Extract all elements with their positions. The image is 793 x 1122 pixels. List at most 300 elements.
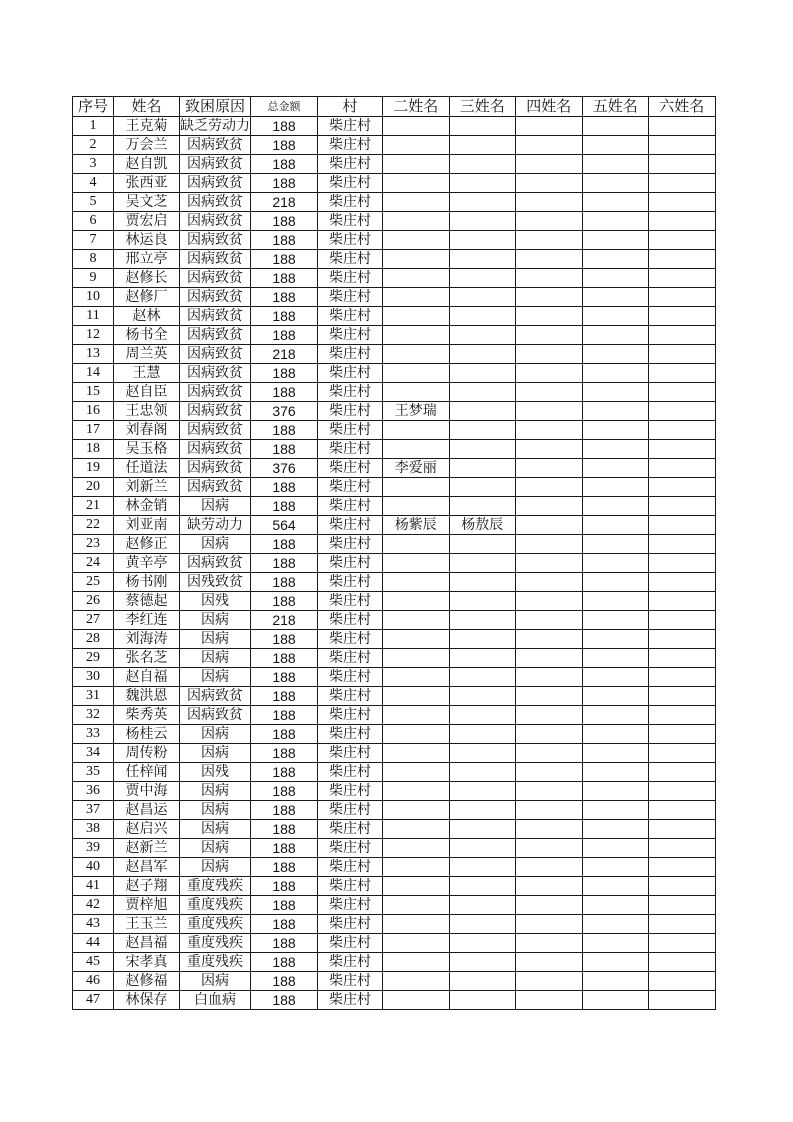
cell-name2 xyxy=(383,801,450,820)
table-row xyxy=(73,345,716,364)
table-row xyxy=(73,706,716,725)
cell-seq: 37 xyxy=(73,801,114,820)
cell-seq: 8 xyxy=(73,250,114,269)
cell-amount: 564 xyxy=(251,516,318,535)
cell-village: 柴庄村 xyxy=(318,440,383,459)
cell-amount: 218 xyxy=(251,611,318,630)
cell-reason: 缺劳动力 xyxy=(180,516,251,535)
cell-name6 xyxy=(649,991,716,1010)
cell-name4 xyxy=(516,801,583,820)
cell-name2 xyxy=(383,269,450,288)
cell-name6 xyxy=(649,212,716,231)
cell-name5 xyxy=(582,725,649,744)
cell-name5 xyxy=(582,250,649,269)
cell-name6 xyxy=(649,972,716,991)
cell-amount: 218 xyxy=(251,193,318,212)
cell-name3 xyxy=(449,763,516,782)
table-row xyxy=(73,592,716,611)
cell-name3 xyxy=(449,155,516,174)
cell-name2 xyxy=(383,383,450,402)
cell-name6 xyxy=(649,611,716,630)
cell-village: 柴庄村 xyxy=(318,858,383,877)
cell-seq: 6 xyxy=(73,212,114,231)
table-row xyxy=(73,953,716,972)
cell-name3 xyxy=(449,839,516,858)
cell-amount: 188 xyxy=(251,668,318,687)
cell-name5 xyxy=(582,839,649,858)
cell-name2 xyxy=(383,364,450,383)
cell-name3 xyxy=(449,307,516,326)
cell-name3 xyxy=(449,250,516,269)
cell-name2 xyxy=(383,573,450,592)
cell-name2 xyxy=(383,535,450,554)
cell-seq: 14 xyxy=(73,364,114,383)
table-row xyxy=(73,155,716,174)
cell-seq: 5 xyxy=(73,193,114,212)
cell-village: 柴庄村 xyxy=(318,554,383,573)
cell-name3 xyxy=(449,345,516,364)
cell-reason: 因病 xyxy=(180,801,251,820)
cell-name4 xyxy=(516,592,583,611)
cell-name: 万会兰 xyxy=(114,136,180,155)
cell-name4 xyxy=(516,820,583,839)
cell-name5 xyxy=(582,611,649,630)
cell-name2 xyxy=(383,174,450,193)
cell-reason: 因病致贫 xyxy=(180,402,251,421)
cell-reason: 因病致贫 xyxy=(180,478,251,497)
cell-name4 xyxy=(516,155,583,174)
cell-name6 xyxy=(649,801,716,820)
header-reason: 致困原因 xyxy=(180,97,251,117)
cell-name5 xyxy=(582,326,649,345)
cell-name3 xyxy=(449,630,516,649)
cell-name: 赵自凯 xyxy=(114,155,180,174)
cell-name5 xyxy=(582,858,649,877)
cell-name4 xyxy=(516,440,583,459)
table-row xyxy=(73,915,716,934)
cell-name2 xyxy=(383,307,450,326)
cell-name: 赵修厂 xyxy=(114,288,180,307)
cell-seq: 10 xyxy=(73,288,114,307)
cell-seq: 21 xyxy=(73,497,114,516)
cell-name: 周兰英 xyxy=(114,345,180,364)
cell-amount: 188 xyxy=(251,706,318,725)
cell-name6 xyxy=(649,877,716,896)
cell-name3 xyxy=(449,991,516,1010)
cell-name4 xyxy=(516,250,583,269)
cell-reason: 因病 xyxy=(180,820,251,839)
cell-name: 张名芝 xyxy=(114,649,180,668)
cell-name5 xyxy=(582,630,649,649)
cell-name3 xyxy=(449,858,516,877)
cell-name2 xyxy=(383,117,450,136)
cell-seq: 41 xyxy=(73,877,114,896)
cell-name: 赵修福 xyxy=(114,972,180,991)
table-row xyxy=(73,269,716,288)
table-row xyxy=(73,326,716,345)
cell-name2: 杨紫辰 xyxy=(383,516,450,535)
cell-name4 xyxy=(516,877,583,896)
cell-seq: 27 xyxy=(73,611,114,630)
cell-village: 柴庄村 xyxy=(318,364,383,383)
cell-name: 李红连 xyxy=(114,611,180,630)
cell-name6 xyxy=(649,896,716,915)
cell-name: 赵修正 xyxy=(114,535,180,554)
cell-name4 xyxy=(516,136,583,155)
cell-name4 xyxy=(516,725,583,744)
cell-name5 xyxy=(582,706,649,725)
cell-name6 xyxy=(649,782,716,801)
cell-seq: 47 xyxy=(73,991,114,1010)
cell-amount: 218 xyxy=(251,345,318,364)
cell-name2 xyxy=(383,611,450,630)
table-row xyxy=(73,250,716,269)
cell-name: 王玉兰 xyxy=(114,915,180,934)
table-row xyxy=(73,307,716,326)
cell-seq: 46 xyxy=(73,972,114,991)
cell-name4 xyxy=(516,668,583,687)
cell-name6 xyxy=(649,402,716,421)
cell-seq: 39 xyxy=(73,839,114,858)
cell-village: 柴庄村 xyxy=(318,744,383,763)
cell-village: 柴庄村 xyxy=(318,155,383,174)
cell-village: 柴庄村 xyxy=(318,421,383,440)
header-name2: 二姓名 xyxy=(383,97,450,117)
cell-name4 xyxy=(516,972,583,991)
cell-amount: 188 xyxy=(251,117,318,136)
cell-village: 柴庄村 xyxy=(318,915,383,934)
cell-seq: 35 xyxy=(73,763,114,782)
cell-name: 吴玉格 xyxy=(114,440,180,459)
table-row xyxy=(73,554,716,573)
cell-name: 赵自臣 xyxy=(114,383,180,402)
cell-name6 xyxy=(649,497,716,516)
cell-name5 xyxy=(582,345,649,364)
cell-name4 xyxy=(516,953,583,972)
cell-name: 吴文芝 xyxy=(114,193,180,212)
cell-reason: 因病致贫 xyxy=(180,155,251,174)
cell-amount: 376 xyxy=(251,459,318,478)
cell-village: 柴庄村 xyxy=(318,250,383,269)
cell-reason: 因病 xyxy=(180,858,251,877)
cell-amount: 188 xyxy=(251,554,318,573)
cell-name2 xyxy=(383,231,450,250)
cell-name2 xyxy=(383,858,450,877)
cell-reason: 缺乏劳动力 xyxy=(180,118,250,134)
table-row xyxy=(73,440,716,459)
cell-name5 xyxy=(582,478,649,497)
cell-name3 xyxy=(449,573,516,592)
cell-name2 xyxy=(383,668,450,687)
cell-name6 xyxy=(649,231,716,250)
cell-name4 xyxy=(516,573,583,592)
cell-name6 xyxy=(649,725,716,744)
table-row xyxy=(73,478,716,497)
cell-reason: 因病致贫 xyxy=(180,174,251,193)
cell-name5 xyxy=(582,592,649,611)
cell-village: 柴庄村 xyxy=(318,611,383,630)
table-row xyxy=(73,649,716,668)
cell-seq: 25 xyxy=(73,573,114,592)
cell-name4 xyxy=(516,649,583,668)
cell-amount: 188 xyxy=(251,326,318,345)
header-seq: 序号 xyxy=(73,97,114,117)
cell-name5 xyxy=(582,782,649,801)
cell-name3 xyxy=(449,212,516,231)
cell-seq: 15 xyxy=(73,383,114,402)
cell-name5 xyxy=(582,174,649,193)
cell-reason: 因病 xyxy=(180,668,251,687)
cell-amount: 188 xyxy=(251,915,318,934)
cell-reason: 因病 xyxy=(180,630,251,649)
cell-name: 贾梓旭 xyxy=(114,896,180,915)
cell-name6 xyxy=(649,858,716,877)
cell-name2 xyxy=(383,592,450,611)
cell-name6 xyxy=(649,592,716,611)
cell-name5 xyxy=(582,136,649,155)
cell-reason: 因残致贫 xyxy=(180,573,251,592)
cell-name3 xyxy=(449,193,516,212)
cell-village: 柴庄村 xyxy=(318,193,383,212)
table-row xyxy=(73,364,716,383)
cell-amount: 188 xyxy=(251,972,318,991)
cell-name5 xyxy=(582,231,649,250)
cell-name6 xyxy=(649,687,716,706)
table-row xyxy=(73,972,716,991)
cell-reason: 因病 xyxy=(180,535,251,554)
cell-name4 xyxy=(516,307,583,326)
table-row xyxy=(73,402,716,421)
cell-name2 xyxy=(383,725,450,744)
cell-reason: 因病致贫 xyxy=(180,231,251,250)
cell-village: 柴庄村 xyxy=(318,136,383,155)
cell-name3 xyxy=(449,934,516,953)
cell-name4 xyxy=(516,383,583,402)
cell-name3 xyxy=(449,269,516,288)
cell-name4 xyxy=(516,991,583,1010)
cell-name4 xyxy=(516,288,583,307)
cell-name3 xyxy=(449,402,516,421)
cell-seq: 43 xyxy=(73,915,114,934)
cell-name6 xyxy=(649,421,716,440)
cell-reason: 因病致贫 xyxy=(180,136,251,155)
table-row xyxy=(73,212,716,231)
cell-name6 xyxy=(649,649,716,668)
cell-name2 xyxy=(383,478,450,497)
cell-name5 xyxy=(582,117,649,136)
cell-amount: 188 xyxy=(251,592,318,611)
cell-name3 xyxy=(449,288,516,307)
cell-name6 xyxy=(649,440,716,459)
cell-seq: 3 xyxy=(73,155,114,174)
cell-village: 柴庄村 xyxy=(318,231,383,250)
cell-amount: 188 xyxy=(251,953,318,972)
cell-amount: 188 xyxy=(251,630,318,649)
cell-name5 xyxy=(582,288,649,307)
table-row xyxy=(73,383,716,402)
cell-reason: 因病致贫 xyxy=(180,326,251,345)
cell-name: 赵林 xyxy=(114,307,180,326)
cell-reason: 因残 xyxy=(180,592,251,611)
header-row xyxy=(73,97,716,117)
cell-village: 柴庄村 xyxy=(318,383,383,402)
cell-name2 xyxy=(383,250,450,269)
cell-name6 xyxy=(649,706,716,725)
cell-name6 xyxy=(649,516,716,535)
cell-reason: 重度残疾 xyxy=(180,877,251,896)
cell-name: 宋孝真 xyxy=(114,953,180,972)
cell-name5 xyxy=(582,383,649,402)
cell-name6 xyxy=(649,668,716,687)
cell-name: 赵昌军 xyxy=(114,858,180,877)
cell-name6 xyxy=(649,307,716,326)
cell-seq: 44 xyxy=(73,934,114,953)
header-name4: 四姓名 xyxy=(516,97,583,117)
cell-seq: 24 xyxy=(73,554,114,573)
table-row xyxy=(73,630,716,649)
cell-name: 柴秀英 xyxy=(114,706,180,725)
cell-name6 xyxy=(649,345,716,364)
cell-name5 xyxy=(582,497,649,516)
cell-name: 刘海涛 xyxy=(114,630,180,649)
cell-village: 柴庄村 xyxy=(318,896,383,915)
cell-reason: 因病致贫 xyxy=(180,383,251,402)
cell-name2 xyxy=(383,326,450,345)
cell-seq: 22 xyxy=(73,516,114,535)
cell-name: 张西亚 xyxy=(114,174,180,193)
cell-seq: 16 xyxy=(73,402,114,421)
cell-name3 xyxy=(449,953,516,972)
table-row xyxy=(73,668,716,687)
cell-name: 林保存 xyxy=(114,991,180,1010)
cell-reason: 因病 xyxy=(180,782,251,801)
cell-name4 xyxy=(516,497,583,516)
cell-name5 xyxy=(582,972,649,991)
cell-name: 任梓闻 xyxy=(114,763,180,782)
cell-amount: 188 xyxy=(251,478,318,497)
cell-reason: 因病致贫 xyxy=(180,193,251,212)
cell-name3 xyxy=(449,972,516,991)
cell-village: 柴庄村 xyxy=(318,345,383,364)
cell-name: 周传粉 xyxy=(114,744,180,763)
cell-name5 xyxy=(582,991,649,1010)
table-body xyxy=(73,117,716,1010)
table-row xyxy=(73,516,716,535)
cell-reason: 重度残疾 xyxy=(180,953,251,972)
cell-name: 魏洪恩 xyxy=(114,687,180,706)
cell-amount: 188 xyxy=(251,858,318,877)
cell-village: 柴庄村 xyxy=(318,839,383,858)
cell-name2: 李爱丽 xyxy=(383,459,450,478)
cell-amount: 188 xyxy=(251,212,318,231)
cell-name3 xyxy=(449,877,516,896)
cell-seq: 17 xyxy=(73,421,114,440)
cell-name5 xyxy=(582,573,649,592)
cell-name6 xyxy=(649,288,716,307)
cell-name5 xyxy=(582,212,649,231)
cell-seq: 26 xyxy=(73,592,114,611)
cell-name4 xyxy=(516,364,583,383)
cell-reason: 因病致贫 xyxy=(180,687,251,706)
cell-name3 xyxy=(449,421,516,440)
cell-name6 xyxy=(649,193,716,212)
cell-village: 柴庄村 xyxy=(318,117,383,136)
cell-name: 贾中海 xyxy=(114,782,180,801)
table-row xyxy=(73,421,716,440)
cell-name3 xyxy=(449,820,516,839)
cell-name2 xyxy=(383,136,450,155)
cell-name3 xyxy=(449,801,516,820)
cell-name: 王忠领 xyxy=(114,402,180,421)
cell-amount: 188 xyxy=(251,801,318,820)
cell-amount: 188 xyxy=(251,440,318,459)
cell-name4 xyxy=(516,535,583,554)
cell-name6 xyxy=(649,573,716,592)
cell-reason: 重度残疾 xyxy=(180,934,251,953)
cell-name4 xyxy=(516,345,583,364)
cell-name: 任道法 xyxy=(114,459,180,478)
cell-amount: 188 xyxy=(251,782,318,801)
cell-reason: 因病 xyxy=(180,649,251,668)
cell-name5 xyxy=(582,820,649,839)
cell-seq: 11 xyxy=(73,307,114,326)
cell-name3 xyxy=(449,744,516,763)
cell-name3 xyxy=(449,459,516,478)
cell-name3 xyxy=(449,364,516,383)
cell-name: 赵启兴 xyxy=(114,820,180,839)
cell-name6 xyxy=(649,820,716,839)
cell-seq: 13 xyxy=(73,345,114,364)
cell-name6 xyxy=(649,250,716,269)
cell-name6 xyxy=(649,744,716,763)
cell-amount: 188 xyxy=(251,288,318,307)
table-row xyxy=(73,725,716,744)
cell-village: 柴庄村 xyxy=(318,459,383,478)
cell-name2 xyxy=(383,288,450,307)
cell-name3 xyxy=(449,554,516,573)
cell-name2 xyxy=(383,630,450,649)
cell-seq: 32 xyxy=(73,706,114,725)
header-name5: 五姓名 xyxy=(582,97,649,117)
cell-name2 xyxy=(383,440,450,459)
table-row xyxy=(73,117,716,136)
cell-seq: 9 xyxy=(73,269,114,288)
cell-name4 xyxy=(516,554,583,573)
cell-name4 xyxy=(516,687,583,706)
cell-name5 xyxy=(582,877,649,896)
cell-name5 xyxy=(582,307,649,326)
cell-name4 xyxy=(516,174,583,193)
cell-name2 xyxy=(383,554,450,573)
cell-reason: 因病致贫 xyxy=(180,288,251,307)
cell-name6 xyxy=(649,915,716,934)
cell-name: 杨书全 xyxy=(114,326,180,345)
table-row xyxy=(73,687,716,706)
cell-village: 柴庄村 xyxy=(318,668,383,687)
cell-name3 xyxy=(449,706,516,725)
cell-name3 xyxy=(449,782,516,801)
cell-village: 柴庄村 xyxy=(318,535,383,554)
cell-village: 柴庄村 xyxy=(318,934,383,953)
header-name6: 六姓名 xyxy=(649,97,716,117)
cell-name4 xyxy=(516,630,583,649)
cell-name4 xyxy=(516,763,583,782)
table-row xyxy=(73,801,716,820)
cell-name: 赵新兰 xyxy=(114,839,180,858)
cell-name4 xyxy=(516,744,583,763)
cell-amount: 188 xyxy=(251,364,318,383)
cell-seq: 7 xyxy=(73,231,114,250)
